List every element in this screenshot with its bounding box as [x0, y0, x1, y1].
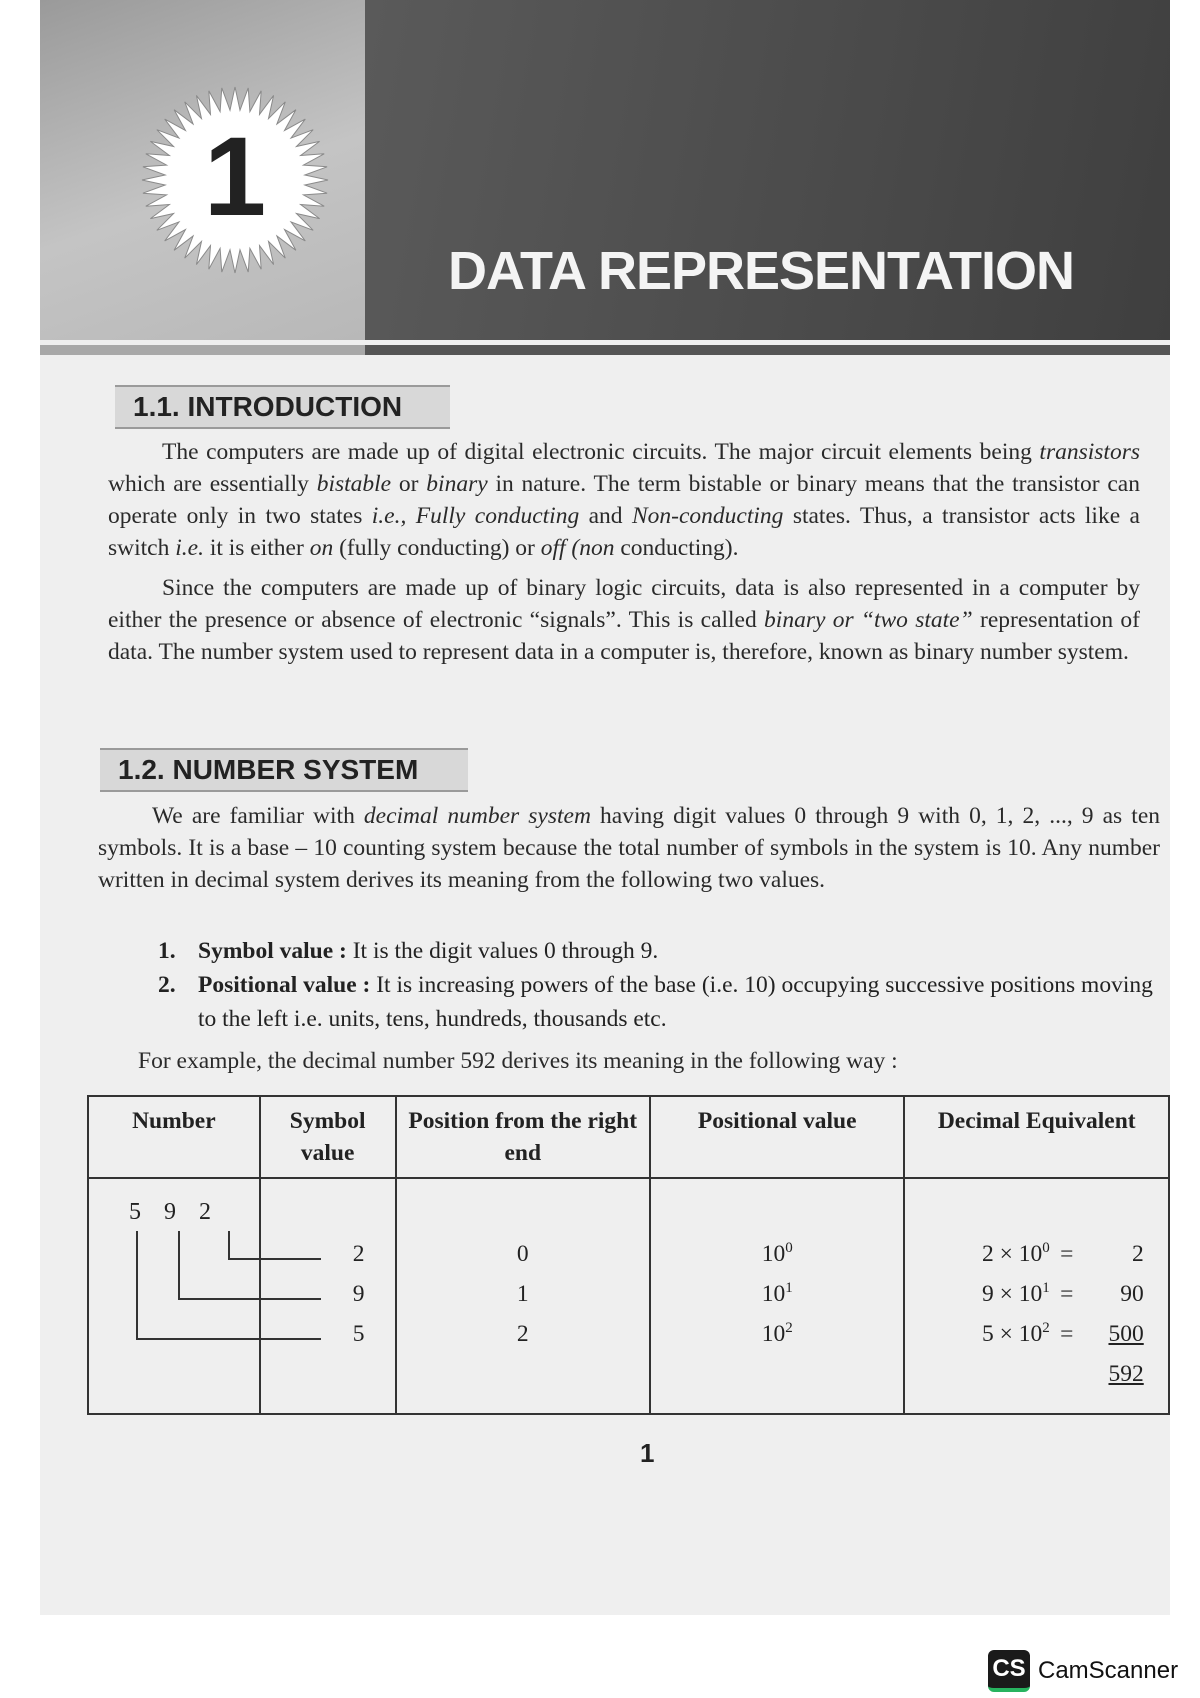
positional-value-stack [651, 1234, 904, 1354]
decimal-result: 2 [1131, 1241, 1144, 1267]
symbol-value: 9 [352, 1281, 365, 1307]
symbol-value: 2 [352, 1241, 365, 1267]
table-header-row [88, 1096, 1169, 1178]
digit-5: 5 [129, 1199, 141, 1225]
cell-symbol-value [260, 1178, 396, 1414]
cell-decimal-equivalent [904, 1178, 1169, 1414]
header-rule [40, 345, 1170, 355]
decimal-total: 592 [1108, 1361, 1144, 1387]
cell-position [396, 1178, 650, 1414]
decimal-term: $9 \times 10^1$ [981, 1280, 1050, 1307]
equals-sign: = [1060, 1241, 1074, 1267]
section-heading-number-system: 1.2. NUMBER SYSTEM [100, 748, 468, 792]
camscanner-logo-icon: CS [988, 1650, 1030, 1692]
section-heading-introduction: 1.1. INTRODUCTION [115, 385, 450, 429]
number-system-text [98, 800, 1160, 896]
camscanner-text: CamScanner [1038, 1657, 1179, 1684]
header-number: Number [88, 1096, 260, 1178]
equals-sign: = [1060, 1281, 1074, 1307]
positional-value: $10^1$ [761, 1280, 793, 1307]
value-types-list [158, 934, 1170, 1036]
camscanner-watermark [988, 1650, 1178, 1692]
cell-number [88, 1178, 260, 1414]
decimal-equivalent-stack [905, 1234, 1168, 1394]
header-positional-value: Positional value [650, 1096, 905, 1178]
intro-paragraph-1: The computers are made up of digital electronic circuits. The major circuit elements being transistors which are essentially bistable or binary in nature. The term bistable or binary means that the transistor can operate only in two states i.e., Fully conducting and Non-conducting states. Thus, a transistor acts like a switch i.e. it is either on (fully conducting) or off (non conducting). [108, 439, 1140, 561]
decimal-term: $5 \times 10^2$ [981, 1320, 1050, 1347]
intro-paragraph-2: Since the computers are made up of binary logic circuits, data is also represented in a computer by either the presence or absence of electronic “signals”. This is called binary or “two state” representation of data. The number system used to represent data in a computer is, therefore, known as binary number system. [108, 575, 1140, 665]
cell-positional-value [650, 1178, 905, 1414]
header-symbol-value: Symbol value [260, 1096, 396, 1178]
position-stack [397, 1234, 649, 1354]
number-system-paragraph-1: We are familiar with decimal number system having digit values 0 through 9 with 0, 1, 2, ..., 9 as ten symbols. It is a base – 10 counting system because the total number of symbols in the system is 10. Any number written in decimal system derives its meaning from the following two values. [98, 803, 1160, 893]
decimal-term: $2 \times 10^0$ [981, 1240, 1050, 1267]
positional-value: $10^2$ [761, 1320, 793, 1347]
example-intro [138, 1045, 1168, 1077]
position-value: 2 [516, 1321, 529, 1347]
chapter-title: DATA REPRESENTATION [448, 241, 1074, 301]
decimal-result: 90 [1120, 1281, 1144, 1307]
list-item: 1. Symbol value : It is the digit values 0 through 9. [158, 938, 659, 964]
table-row [88, 1178, 1169, 1414]
header-position: Position from the right end [396, 1096, 650, 1178]
symbol-value: 5 [352, 1321, 365, 1347]
digit-2: 2 [199, 1199, 211, 1225]
symbol-value-stack [261, 1234, 395, 1354]
list-item: 2. Positional value : It is increasing powers of the base (i.e. 10) occupying successive positions moving to the left i.e. units, tens, hundreds, thousands etc. [158, 972, 1153, 1032]
header-decimal-equivalent: Decimal Equivalent [904, 1096, 1169, 1178]
chapter-number: 1 [203, 114, 267, 239]
position-value: 0 [516, 1241, 529, 1267]
decimal-result: 500 [1108, 1321, 1144, 1347]
digit-9: 9 [164, 1199, 176, 1225]
place-value-table [87, 1095, 1170, 1415]
page-number: 1 [640, 1438, 655, 1468]
example-intro-text: For example, the decimal number 592 derives its meaning in the following way : [138, 1048, 898, 1074]
positional-value: $10^0$ [761, 1240, 793, 1267]
position-value: 1 [516, 1281, 529, 1307]
equals-sign: = [1060, 1321, 1074, 1347]
intro-text [108, 436, 1140, 668]
